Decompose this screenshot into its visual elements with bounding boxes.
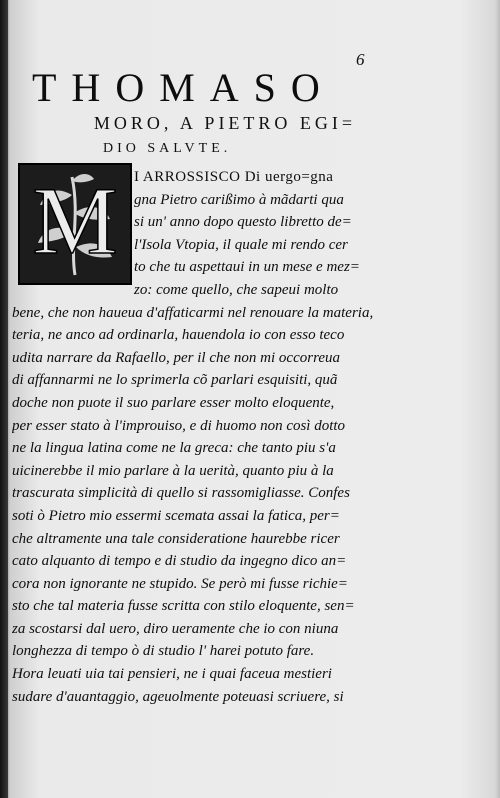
body-text [12, 166, 378, 708]
text-line: sudare d'auantaggio, ageuolmente poteuasi scriuere, si [12, 688, 344, 705]
text-line: longhezza di tempo ò di studio l' harei potuto fare. [12, 643, 315, 660]
text-line: l'Isola Vtopia, il quale mi rendo cer [134, 236, 348, 253]
text-line: che altramente una tale consideratione haurebbe ricer [12, 530, 340, 547]
text-line: teria, ne anco ad ordinarla, hauendola io con esso teco [12, 327, 345, 344]
text-line: gna Pietro carißimo à mãdarti qua [134, 191, 344, 208]
text-line: cora non ignorante ne stupido. Se però mi fusse richie= [12, 575, 348, 592]
page-number: 6 [356, 50, 365, 69]
text-line: bene, che non haueua d'affaticarmi nel renouare la materia, [12, 304, 374, 321]
text-line: to che tu aspettaui in un mese e mez= [134, 259, 360, 276]
text-line: sto che tal materia fusse scritta con stilo eloquente, sen= [12, 598, 355, 615]
page-title: THOMASO [32, 65, 335, 110]
subtitle-line-2: DIO SALVTE. [103, 141, 232, 156]
text-line: trascurata simplicità di quello si rassomigliasse. Confes [12, 485, 350, 502]
text-line: per esser stato à l'improuiso, e di huomo non così dotto [12, 417, 346, 434]
text-line: Hora leuati uia tai pensieri, ne i quai faceua mestieri [12, 666, 332, 683]
initial-letter: M [32, 167, 118, 274]
text-line: udita narrare da Rafaello, per il che non mi occorreua [12, 349, 341, 366]
text-line: za scostarsi dal uero, diro ueramente che io con niuna [12, 620, 339, 637]
text-line: di affannarmi ne lo sprimerla cõ parlari esquisiti, quã [12, 372, 338, 389]
subtitle-line-1: MORO, A PIETRO EGI= [93, 113, 357, 133]
page-binding-shadow [0, 0, 8, 798]
text-line: soti ò Pietro mio essermi scemata assai la fatica, per= [12, 507, 340, 524]
text-line: I ARROSSISCO Di uergo=gna [134, 169, 334, 185]
text-line: uicinerebbe il mio parlare à la uerità, quanto piu à la [12, 462, 334, 479]
text-line: doche non puote il suo parlare esser molto eloquente, [12, 394, 335, 411]
text-line: zo: come quello, che sapeui molto [134, 281, 339, 298]
text-line: ne la lingua latina come ne la greca: che tanto piu s'a [12, 440, 336, 457]
text-line: cato alquanto di tempo e di studio da ingegno dico an= [12, 553, 347, 570]
text-line: si un' anno dopo questo libretto de= [134, 214, 352, 231]
